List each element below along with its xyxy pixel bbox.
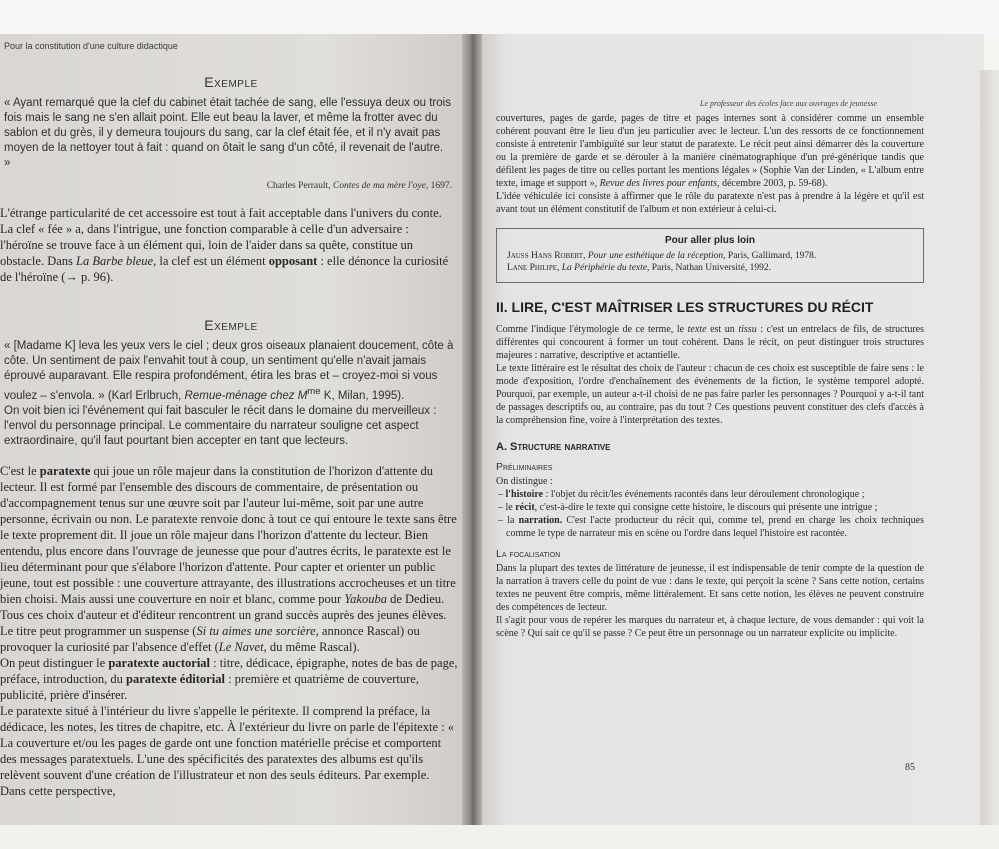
- further-reading-box: [496, 228, 924, 283]
- subsection-heading-a: A. Structure narrative: [496, 441, 611, 453]
- reference-1: Jauss Hans Robert, Pour une esthétique de la réception, Paris, Gallimard, 1978.: [507, 251, 817, 261]
- right-running-head: Le professeur des écoles face aux ouvrages de jeunesse: [700, 99, 877, 108]
- left-paragraph-1: L'étrange particularité de cet accessoire est tout à fait acceptable dans l'univers du conte. La clef « fée » a, dans l'intrigue, une fonction comparable à celle d'un adversaire : l'héroïne se trouve face à un élément qui, loin de l'aider dans sa quête, constitue un obstacle. Dans La Barbe bleue, la clef est un élément opposant : elle dénonce la curiosité de l'héroïne (→ p. 96).: [0, 206, 449, 284]
- example-2-text: « [Madame K] leva les yeux vers le ciel ; deux gros oiseaux planaient doucement, côte à côte. Un sentiment de paix l'envahit tout à coup, un sentiment qu'elle n'avait jamais éprouvé auparavant. Elle respira profondément, étira les bras et – croyez-moi si vous voulez – s'envola. » (Karl Erlbruch, Remue-ménage chez $M^{me}$ K, Milan, 1995).: [4, 340, 454, 402]
- source-author: Charles Perrault,: [266, 181, 331, 191]
- further-reading-title: Pour aller plus loin: [664, 235, 755, 246]
- example-2-title: Exemple: [204, 317, 258, 333]
- list-item: – l'histoire : l'objet du récit/les événements racontés dans leur déroulement chronologique ;: [498, 489, 865, 500]
- page-edges: [980, 70, 999, 825]
- left-running-head: Pour la constitution d'une culture didactique: [4, 41, 178, 51]
- right-paragraph-5: Il s'agit pour vous de repérer les marques du narrateur et, à chaque lecture, de vous demander : qui voit la scène ? Qui sait ce qu'il se passe ? Ce peut être un personnage ou un narrateur explicite ou implicite.: [496, 615, 924, 639]
- sub-heading-focalisation: La focalisation: [496, 548, 561, 560]
- page-number: 85: [905, 762, 915, 773]
- list-item: – la narration. C'est l'acte producteur du récit qui, comme tel, prend en charge les choix techniques comme le type de narrateur mis en scène ou l'ordre dans lequel l'histoire est racontée.: [498, 515, 925, 539]
- source-year: 1697.: [430, 181, 452, 191]
- sub-heading-preliminaires: Préliminaires: [496, 461, 553, 473]
- right-paragraph-1: couvertures, pages de garde, pages de titre et pages internes sont à considérer comme un ensemble cohérent pouvant être le lieu d'un jeu particulier avec le lecteur. L'un des ressorts de ce fonctionnement consiste à entretenir l'ambiguïté sur leur statut de paratexte. Le récit peut ainsi démarrer dès la couverture ou la première de garde et se dérouler à la manière cinématographique d'un pré-générique tandis que défilent les pages de titre ou celles portant les mentions légales » (Sophie Van der Linden, « L'album entre texte, image et support », Revue des livres pour enfants, décembre 2003, p. 59-68).: [496, 113, 924, 189]
- source-title: Contes de ma mère l'oye: [332, 181, 426, 191]
- left-paragraph-2: C'est le paratexte qui joue un rôle majeur dans la constitution de l'horizon d'attente du lecteur. Il est formé par l'ensemble des discours de commentaire, de présentation ou d'accompagnement tenus sur une œuvre soit par l'auteur lui-même, soit par une autre personne, écrivain ou non. Le paratexte renvoie donc à tout ce qui entoure le texte sans être le texte proprement dit. Il joue un rôle majeur dans l'horizon d'attente du lecteur. Bien entendu, plus encore dans l'ouvrage de jeunesse que pour d'autres écrits, le paratexte est le lieu déterminant pour que s'élabore l'horizon d'attente. Pour capter et orienter un public jeune, tout est possible : une couverture attrayante, des illustrations accrocheuses et un titre bien choisi. Mais aussi une couverture en noir et blanc, comme pour Yakouba de Dedieu. Tous ces choix d'auteur et d'éditeur rencontrent un grand succès auprès des jeunes élèves. Le titre peut programmer un suspense (Si tu aimes une sorcière, annonce Rascal) ou provoquer la curiosité par l'absence d'effet (Le Navet, du même Rascal).: [0, 463, 457, 654]
- right-paragraph-3: Le texte littéraire est le résultat des choix de l'auteur : chacun de ces choix est susceptible de faire sens : le mode d'exposition, l'ordre d'enchaînement des événements de la fiction, le système temporel adopté. Pourquoi, par exemple, un auteur a-t-il choisi de ne pas faire parler les personnages ? Pourquoi y a-t-il tant de passages descriptifs ou, au contraire, pas du tout ? Ces questions peuvent constituer des clefs d'accès à la compréhension fine, voire à l'interprétation des textes.: [496, 363, 924, 426]
- example-1-title: Exemple: [204, 74, 258, 90]
- right-paragraph-2: Comme l'indique l'étymologie de ce terme, le texte est un tissu : c'est un entrelacs de fils, de structures différentes qui concourent à former un tout cohérent. Dans le récit, on peut distinguer trois structures majeures : narrative, descriptive et actantielle.: [496, 324, 925, 361]
- list-item: – le récit, c'est-à-dire le texte qui consigne cette histoire, le discours qui présente une intrigue ;: [498, 502, 878, 513]
- example-1-source: Charles Perrault, Contes de ma mère l'oye, 1697.: [266, 181, 452, 191]
- example-1-text: « Ayant remarqué que la clef du cabinet était tachée de sang, elle l'essuya deux ou trois fois mais le sang ne s'en allait point. Elle eut beau la laver, et même la frotter avec du sablon et du grès, il y demeura toujours du sang, car la clef était fée, et il n'y avait pas moyen de la nettoyer tout à fait : quand on ôtait le sang d'un côté, il revenait de l'autre. »: [4, 97, 451, 169]
- section-heading-2: II. LIRE, C'EST MAÎTRISER LES STRUCTURES DU RÉCIT: [496, 299, 874, 315]
- example-2-commentary: On voit bien ici l'événement qui fait basculer le récit dans le domaine du merveilleux : l'envol du personnage principal. Le commentaire du narrateur souligne cet aspect extraordinaire, qu'il faut pourtant bien accepter en tant que lecteurs.: [4, 404, 437, 447]
- right-page-content: [496, 112, 924, 640]
- right-paragraph-4: Dans la plupart des textes de littérature de jeunesse, il est indispensable de tenir compte de la question de la narration à travers celle du point de vue : dans le texte, qui perçoit la scène ? Sans cette notion, certains textes ne peuvent être compris, même littéralement. Et sans cette notion, les élèves ne peuvent construire des compétences de lecteur.: [496, 563, 924, 613]
- left-paragraph-4: Le paratexte situé à l'intérieur du livre s'appelle le péritexte. Il comprend la préface, la dédicace, les notes, les titres de chapitre, etc. À l'extérieur du livre on parle de l'épitexte : « La couverture et/ou les pages de garde ont une fonction matérielle précise et comportent des messages paratextuels. L'une des spécificités des paratextes des albums est qu'ils relèvent souvent d'une création de l'illustrateur et non des seuls éditeurs. Par exemple. Dans cette perspective,: [0, 703, 454, 798]
- left-page-content: [0, 74, 462, 799]
- book-gutter: [462, 34, 482, 825]
- on-distingue: On distingue :: [496, 476, 553, 487]
- left-paragraph-3: On peut distinguer le paratexte auctorial : titre, dédicace, épigraphe, notes de bas de page, préface, introduction, du paratexte éditorial : première et quatrième de couverture, publicité, prière d'insérer.: [0, 655, 458, 702]
- reference-2: Lane Philipe, La Périphérie du texte, Paris, Nathan Université, 1992.: [507, 263, 771, 273]
- right-paragraph-1b: L'idée véhiculée ici consiste à affirmer que le rôle du paratexte n'est pas à prendre à la légère et qu'il est avant tout un élément constitutif de l'album et non extérieur à celui-ci.: [496, 191, 924, 215]
